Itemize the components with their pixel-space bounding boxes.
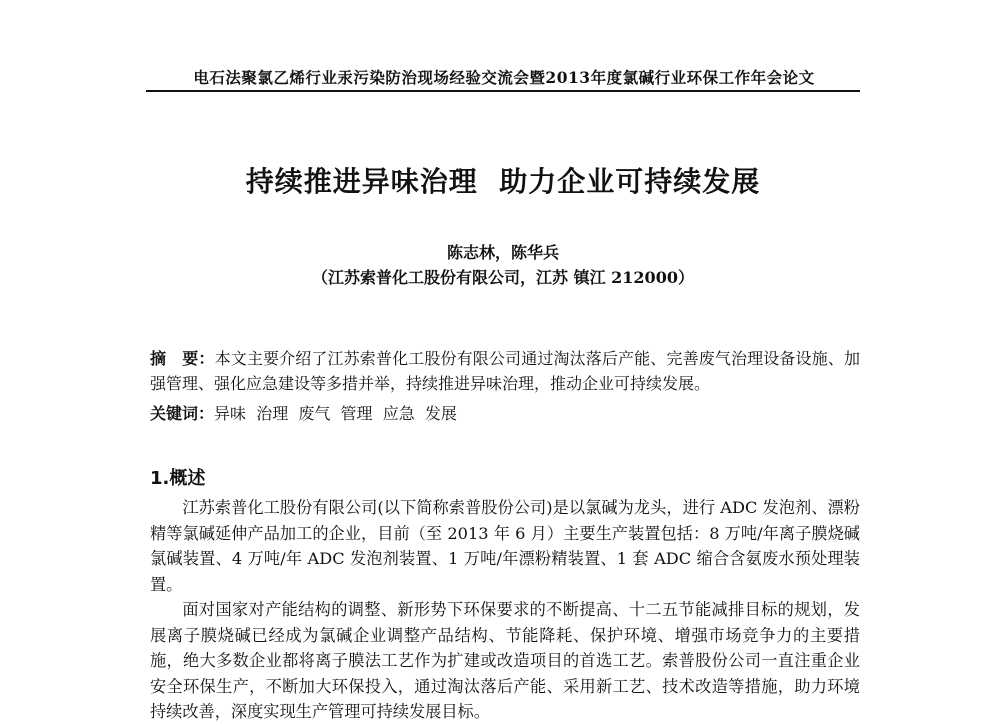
paper-title: 持续推进异味治理 助力企业可持续发展 [245, 165, 761, 198]
keywords-label: 关键词： [150, 404, 215, 423]
paragraph: 江苏索普化工股份有限公司(以下简称索普股份公司)是以氯碱为龙头，进行 ADC 发泡剂、漂粉精等氯碱延伸产品加工的企业，目前（至 2013 年 6 月）主要生产装置包括：8 万吨/年离子膜烧碱氯碱装置、4 万吨/年 ADC 发泡剂装置、1 万吨/年漂粉精装置、1 套 ADC 缩合含氨废水预处理装置。 [150, 498, 860, 594]
section-body [150, 495, 860, 725]
abstract [150, 346, 860, 396]
abstract-label: 摘 要： [150, 349, 215, 368]
paragraph: 面对国家对产能结构的调整、新形势下环保要求的不断提高、十二五节能减排目标的规划，发展离子膜烧碱已经成为氯碱企业调整产品结构、节能降耗、保护环境、增强市场竞争力的主要措施，绝大多数企业都将离子膜法工艺作为扩建或改造项目的首选工艺。索普股份公司一直注重企业安全环保生产，不断加大环保投入，通过淘汰落后产能、采用新工艺、技术改造等措施，助力环境持续改善，深度实现生产管理可持续发展目标。 [150, 600, 860, 721]
running-header: 电石法聚氯乙烯行业汞污染防治现场经验交流会暨2013年度氯碱行业环保工作年会论文 [193, 68, 815, 87]
affiliation: （江苏索普化工股份有限公司，江苏 镇江 212000） [312, 268, 694, 287]
keywords [150, 401, 860, 426]
abstract-text: 本文主要介绍了江苏索普化工股份有限公司通过淘汰落后产能、完善废气治理设备设施、加强管理、强化应急建设等多措并举，持续推进异味治理，推动企业可持续发展。 [150, 349, 860, 393]
keywords-text: 异味 治理 废气 管理 应急 发展 [214, 404, 457, 423]
authors: 陈志林，陈华兵 [446, 243, 559, 262]
header-rule [146, 90, 860, 92]
section-heading: 1.概述 [150, 468, 206, 489]
